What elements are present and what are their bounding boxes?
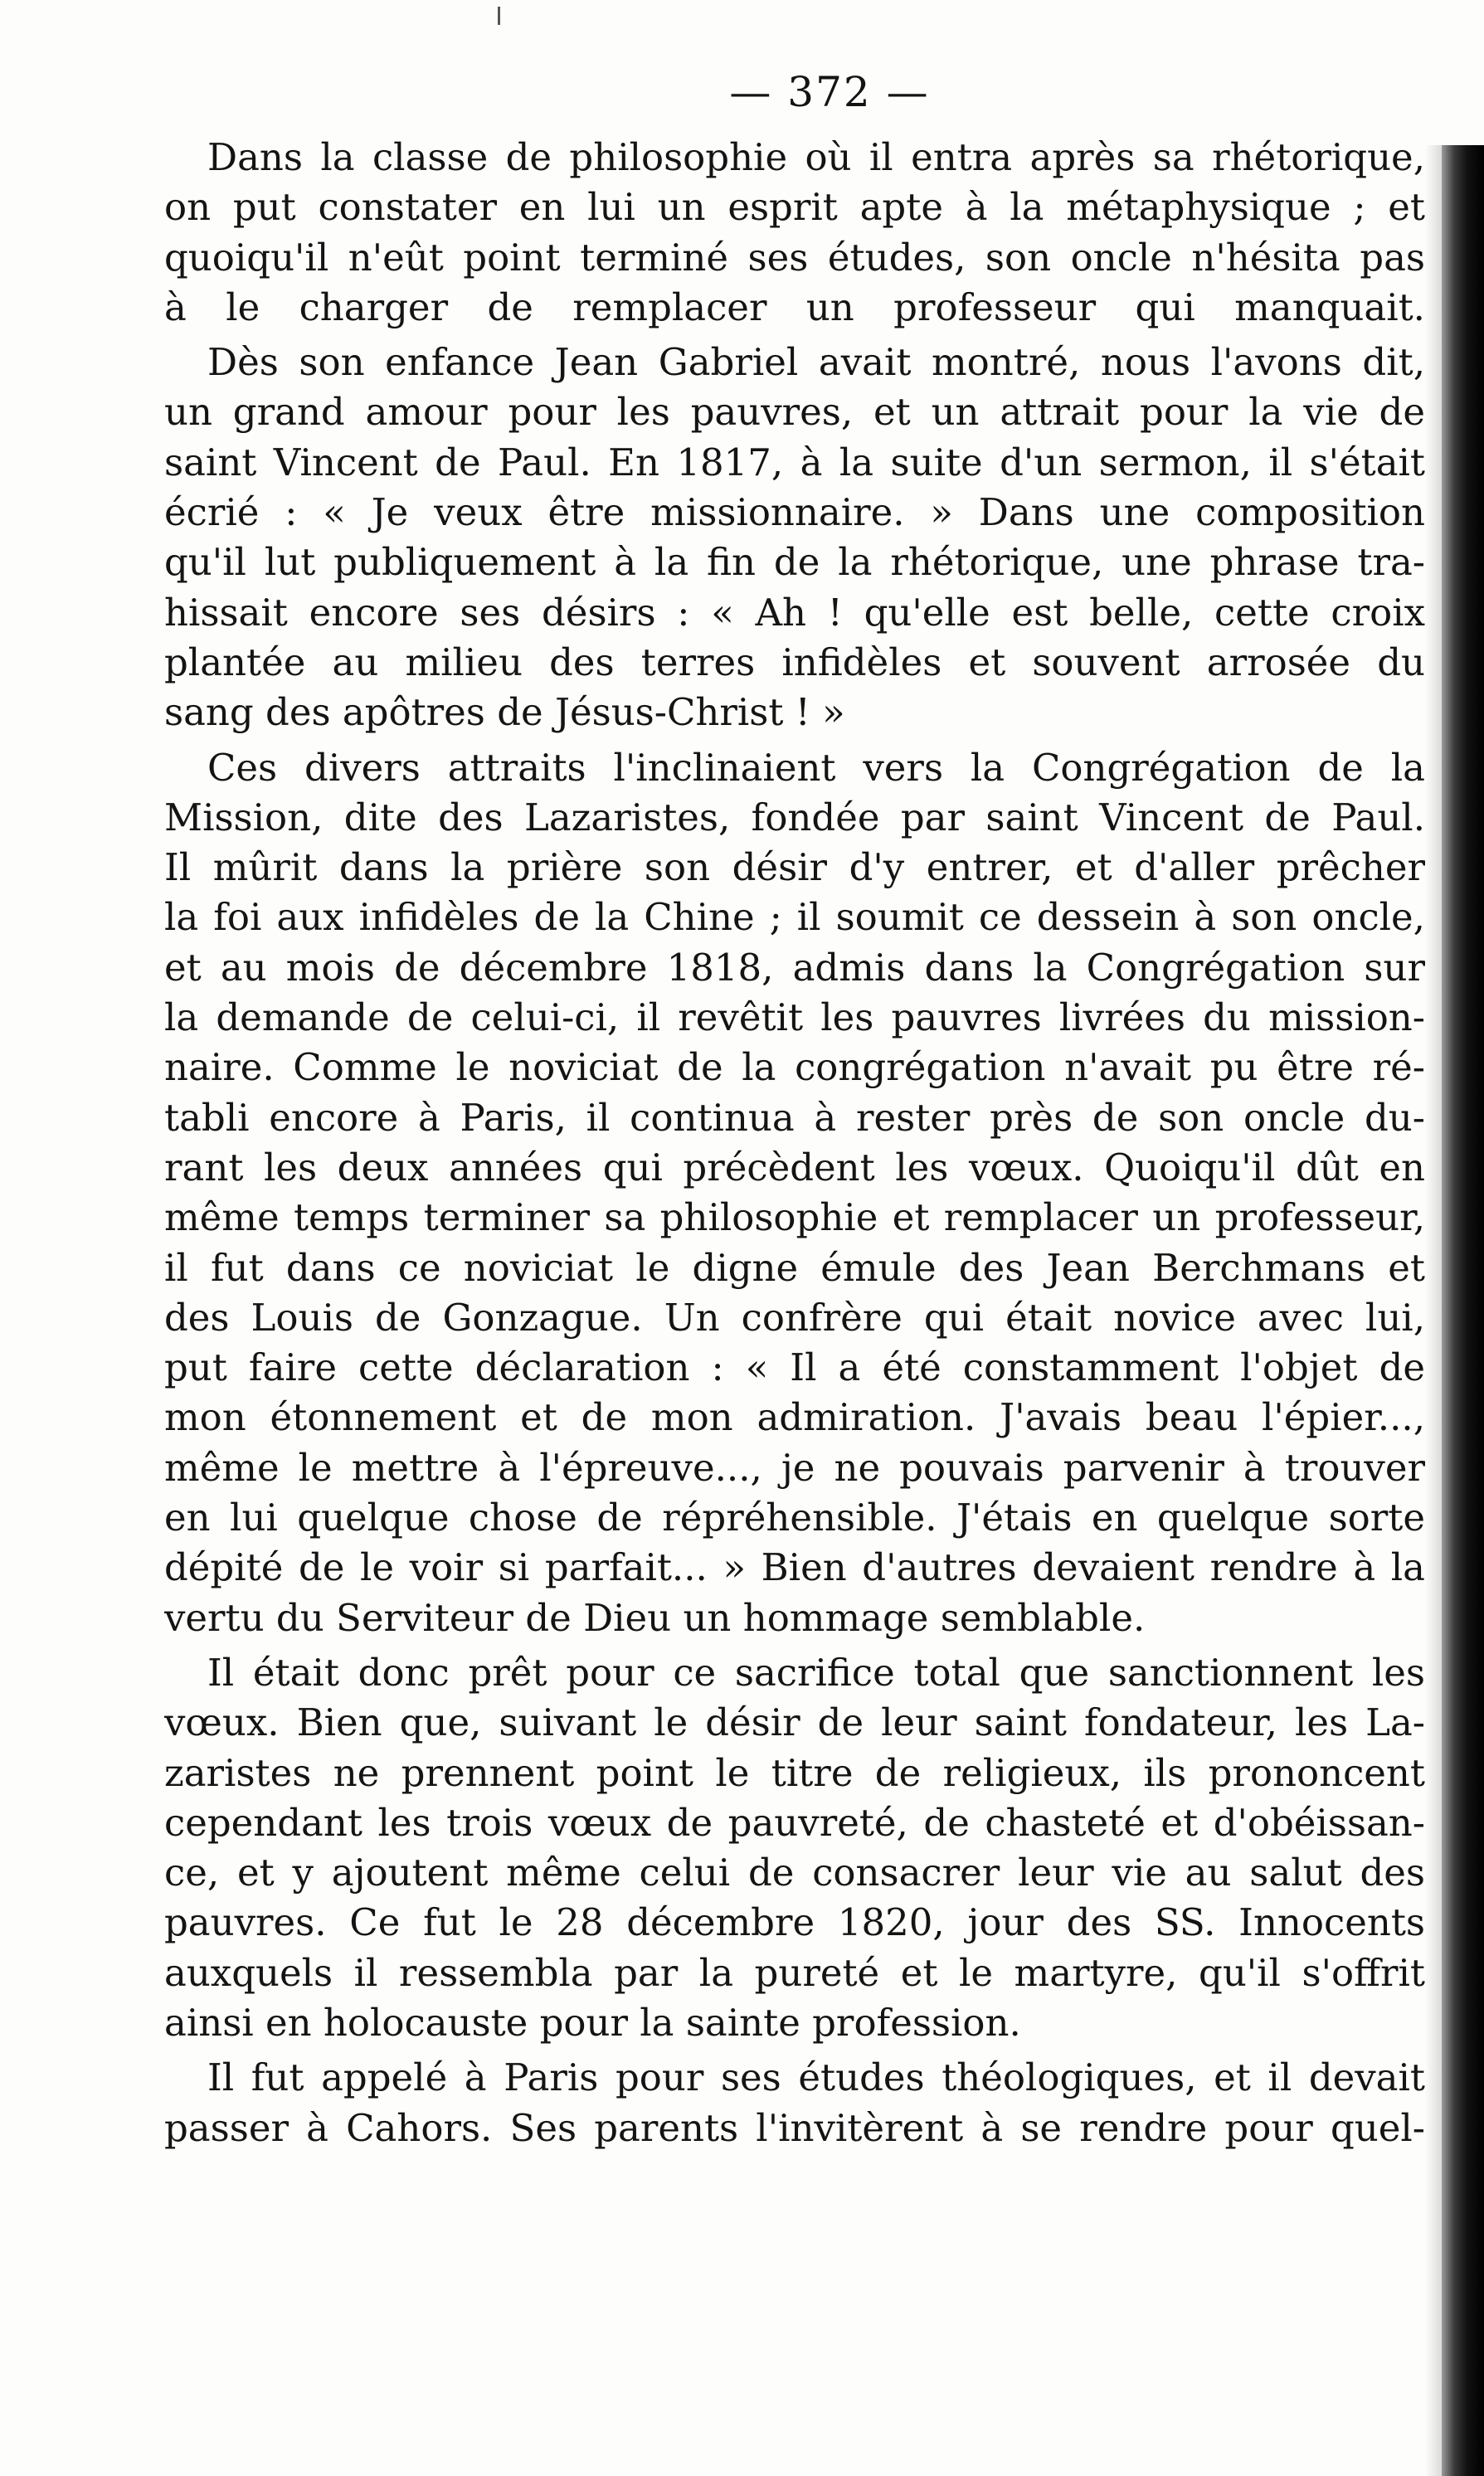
text-line: rant les deux années qui précèdent les vœux. Quoiqu'il dût en (164, 1145, 1425, 1189)
text-line: pauvres. Ce fut le 28 décembre 1820, jour des SS. Innocents (164, 1900, 1425, 1945)
text-line: zaristes ne prennent point le titre de religieux, ils prononcent (164, 1750, 1425, 1795)
text-line: Dès son enfance Jean Gabriel avait montré, nous l'avons dit, (207, 340, 1425, 385)
text-line: la foi aux infidèles de la Chine ; il soumit ce dessein à son oncle, (164, 895, 1425, 940)
binding-edge (1442, 145, 1484, 2476)
binding-shadow (1425, 145, 1443, 2476)
text-line: Mission, dite des Lazaristes, fondée par saint Vincent de Paul. (164, 795, 1425, 839)
text-line: ainsi en holocauste pour la sainte profession. (164, 2000, 1021, 2045)
paragraph (164, 1648, 1442, 2048)
text-line: hissait encore ses désirs : « Ah ! qu'elle est belle, cette croix (164, 590, 1425, 635)
paragraph (164, 338, 1442, 737)
text-line: la demande de celui-ci, il revêtit les pauvres livrées du mission- (164, 995, 1425, 1040)
text-line: cependant les trois vœux de pauvreté, de chasteté et d'obéissan- (164, 1800, 1425, 1845)
text-line: saint Vincent de Paul. En 1817, à la suite d'un sermon, il s'était (164, 440, 1425, 484)
text-line: ce, et y ajoutent même celui de consacrer leur vie au salut des (164, 1851, 1425, 1895)
text-line: en lui quelque chose de répréhensible. J'étais en quelque sorte (164, 1496, 1425, 1540)
text-line: on put constater en lui un esprit apte à la métaphysique ; et (164, 185, 1425, 230)
text-line: même temps terminer sa philosophie et remplacer un professeur, (164, 1195, 1425, 1240)
text-line: put faire cette déclaration : « Il a été constamment l'objet de (164, 1345, 1425, 1390)
text-line: Il fut appelé à Paris pour ses études théologiques, et il devait (207, 2055, 1425, 2100)
paragraph (164, 743, 1442, 1643)
paragraph (164, 133, 1442, 333)
text-line: à le charger de remplacer un professeur qui manquait. (164, 285, 1425, 329)
text-line: des Louis de Gonzague. Un confrère qui était novice avec lui, (164, 1295, 1425, 1340)
text-line: vœux. Bien que, suivant le désir de leur saint fondateur, les La- (164, 1700, 1425, 1745)
text-line: Ces divers attraits l'inclinaient vers la Congrégation de la (207, 745, 1425, 790)
text-line: même le mettre à l'épreuve..., je ne pouvais parvenir à trouver (164, 1445, 1425, 1490)
paragraph (164, 2053, 1442, 2153)
text-line: dépité de le voir si parfait... » Bien d'autres devaient rendre à la (164, 1545, 1425, 1590)
text-line: et au mois de décembre 1818, admis dans la Congrégation sur (164, 945, 1425, 990)
text-line: qu'il lut publiquement à la fin de la rhétorique, une phrase tra- (164, 540, 1425, 585)
text-line: mon étonnement et de mon admiration. J'avais beau l'épier..., (164, 1395, 1425, 1440)
text-line: passer à Cahors. Ses parents l'invitèrent à se rendre pour quel- (164, 2105, 1425, 2150)
text-line: naire. Comme le noviciat de la congrégation n'avait pu être ré- (164, 1045, 1425, 1090)
scan-speck (498, 7, 500, 25)
text-line: écrié : « Je veux être missionnaire. » Dans une composition (164, 490, 1425, 535)
text-line: tabli encore à Paris, il continua à rester près de son oncle du- (164, 1095, 1425, 1140)
text-line: Il était donc prêt pour ce sacrifice total que sanctionnent les (207, 1650, 1425, 1695)
text-line: Dans la classe de philosophie où il entra après sa rhétorique, (207, 135, 1425, 179)
text-line: quoiqu'il n'eût point terminé ses études, son oncle n'hésita pas (164, 235, 1425, 280)
text-line: Il mûrit dans la prière son désir d'y entrer, et d'aller prêcher (164, 845, 1425, 890)
text-line: auxquels il ressembla par la pureté et le martyre, qu'il s'offrit (164, 1950, 1425, 1995)
text-line: plantée au milieu des terres infidèles et souvent arrosée du (164, 640, 1425, 684)
text-line: il fut dans ce noviciat le digne émule des Jean Berchmans et (164, 1245, 1425, 1290)
text-line: sang des apôtres de Jésus-Christ ! » (164, 690, 845, 735)
body-text (164, 133, 1442, 2153)
page-number: — 372 — (729, 68, 930, 116)
text-line: vertu du Serviteur de Dieu un hommage semblable. (164, 1595, 1146, 1640)
text-line: un grand amour pour les pauvres, et un attrait pour la vie de (164, 390, 1425, 435)
